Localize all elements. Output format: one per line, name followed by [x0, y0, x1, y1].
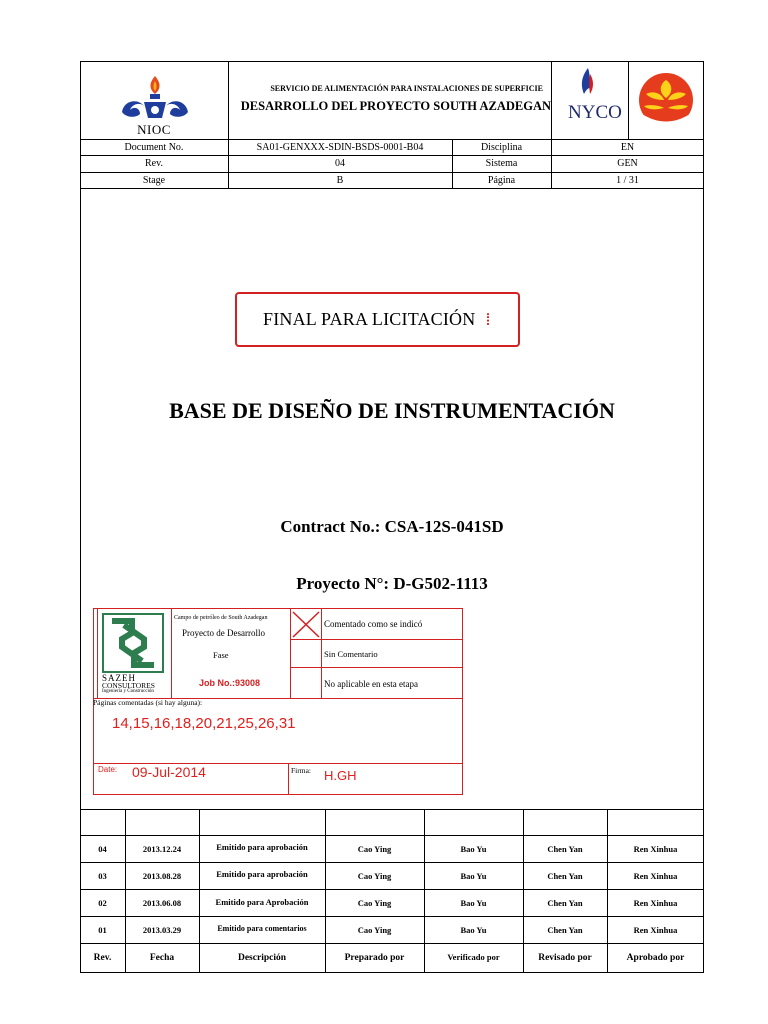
document-no-label: Document No. — [124, 141, 184, 153]
sistema-value: GEN — [617, 158, 638, 169]
stamp-divider — [290, 667, 462, 668]
stage-label: Stage — [142, 174, 166, 186]
nyco-logo — [552, 62, 627, 138]
project-number: Proyecto N°: D-G502-1113 — [296, 574, 488, 593]
stamp-job — [199, 678, 260, 688]
info-divider — [80, 188, 704, 189]
revis-cell: Chen Yan — [547, 843, 583, 854]
stamp-divider — [290, 639, 462, 640]
sazeh-logo — [102, 613, 168, 673]
desc-cell: Emitido para comentarios — [217, 923, 307, 933]
aprob-cell: Ren Xinhua — [633, 897, 678, 908]
stamp-divider — [321, 609, 322, 698]
stamp-date-value: 09-Jul-2014 — [132, 764, 206, 780]
nioc-label: NIOC — [137, 122, 171, 137]
rev-header: Rev. — [93, 953, 112, 963]
project-line: DESARROLLO DEL PROYECTO SOUTH AZADEGAN — [240, 99, 551, 113]
verif-cell: Bao Yu — [460, 843, 487, 854]
sazeh-sub2: Ingeniería y Construcción — [102, 689, 154, 694]
desc-cell: Emitido para aprobación — [216, 869, 308, 879]
desc-header: Descripción — [237, 953, 287, 963]
revis-cell: Chen Yan — [547, 870, 583, 881]
revision-divider — [80, 809, 704, 810]
cnpc-logo — [630, 66, 702, 134]
revis-header: Revisado por — [538, 953, 592, 963]
checkbox-x-icon — [291, 610, 321, 639]
prep-cell: Cao Ying — [357, 897, 392, 908]
verif-cell: Bao Yu — [460, 870, 487, 881]
document-no-value: SA01-GENXXX-SDIN-BSDS-0001-B04 — [256, 141, 424, 153]
prep-cell: Cao Ying — [357, 843, 392, 854]
review-stamp — [93, 608, 463, 795]
fecha-cell: 2013.08.28 — [142, 870, 182, 881]
prep-cell: Cao Ying — [357, 924, 392, 935]
final-status-text: FINAL PARA LICITACIÓN — [263, 309, 476, 329]
sistema-label: Sistema — [485, 158, 518, 169]
aprob-cell: Ren Xinhua — [633, 843, 678, 854]
sazeh-logo-icon — [102, 613, 164, 673]
desc-cell: Emitido para aprobación — [216, 842, 308, 852]
stage-value: B — [336, 174, 344, 186]
pagina-value: 1 / 31 — [616, 174, 639, 186]
rev-cell: 03 — [98, 870, 107, 881]
rev-cell: 02 — [98, 897, 107, 908]
fecha-cell: 2013.12.24 — [142, 843, 182, 854]
verif-cell: Bao Yu — [460, 897, 487, 908]
rev-cell: 01 — [98, 924, 107, 935]
header-divider — [628, 61, 629, 139]
stamp-firma-value: H.GH — [324, 768, 357, 783]
stamp-firma-label: Firma: — [291, 766, 311, 775]
rev-value: 04 — [335, 158, 345, 169]
nyco-label: NYCO — [568, 102, 622, 123]
final-status-mark: ⁞ — [485, 309, 491, 329]
disciplina-label: Disciplina — [480, 141, 523, 153]
verif-header: Verificado por — [447, 951, 500, 962]
stamp-divider — [288, 763, 289, 794]
stamp-option-not-applicable: No aplicable en esta etapa — [324, 679, 418, 689]
stamp-divider — [171, 609, 172, 698]
fecha-header: Fecha — [149, 953, 175, 963]
stamp-job-text: Job No.:93008 — [199, 678, 261, 688]
fecha-cell: 2013.03.29 — [142, 924, 182, 935]
aprob-header: Aprobado por — [626, 953, 685, 963]
stamp-divider — [97, 609, 98, 698]
disciplina-value: EN — [620, 141, 635, 153]
fecha-cell: 2013.06.08 — [142, 897, 182, 908]
service-line: SERVICIO DE ALIMENTACIÓN PARA INSTALACIONES DE SUPERFICIE — [270, 84, 543, 93]
contract-number: Contract No.: CSA-12S-041SD — [280, 517, 504, 536]
revis-cell: Chen Yan — [547, 924, 583, 935]
rev-cell: 04 — [98, 843, 107, 854]
nioc-logo — [110, 72, 200, 136]
stamp-option-no-comment: Sin Comentario — [324, 649, 378, 659]
stamp-date-label: Date: — [98, 765, 118, 774]
prep-cell: Cao Ying — [357, 870, 392, 881]
stamp-pages-label: Páginas comentadas (si hay alguna): — [93, 698, 203, 707]
stamp-phase: Fase — [213, 650, 229, 660]
stamp-project: Proyecto de Desarrollo — [182, 628, 265, 638]
nyco-flame-icon — [552, 62, 627, 102]
sazeh-sub: CONSULTORES — [102, 681, 155, 690]
stamp-option-commented: Comentado como se indicó — [324, 619, 423, 629]
pagina-label: Página — [487, 174, 516, 186]
prep-header: Preparado por — [344, 953, 405, 963]
stamp-pages-value: 14,15,16,18,20,21,25,26,31 — [112, 715, 296, 732]
aprob-cell: Ren Xinhua — [633, 870, 678, 881]
nioc-emblem-icon — [110, 72, 200, 124]
final-status-box — [235, 292, 520, 347]
desc-cell: Emitido para Aprobación — [215, 897, 309, 907]
stamp-field-name: Campo de petróleo de South Azadegan — [174, 615, 268, 621]
document-title: BASE DE DISEÑO DE INSTRUMENTACIÓN — [169, 398, 615, 423]
verif-cell: Bao Yu — [460, 924, 487, 935]
sazeh-name: SAZEH — [102, 673, 136, 683]
cnpc-shell-icon — [630, 66, 702, 134]
rev-label: Rev. — [145, 158, 163, 169]
aprob-cell: Ren Xinhua — [633, 924, 678, 935]
revis-cell: Chen Yan — [547, 897, 583, 908]
